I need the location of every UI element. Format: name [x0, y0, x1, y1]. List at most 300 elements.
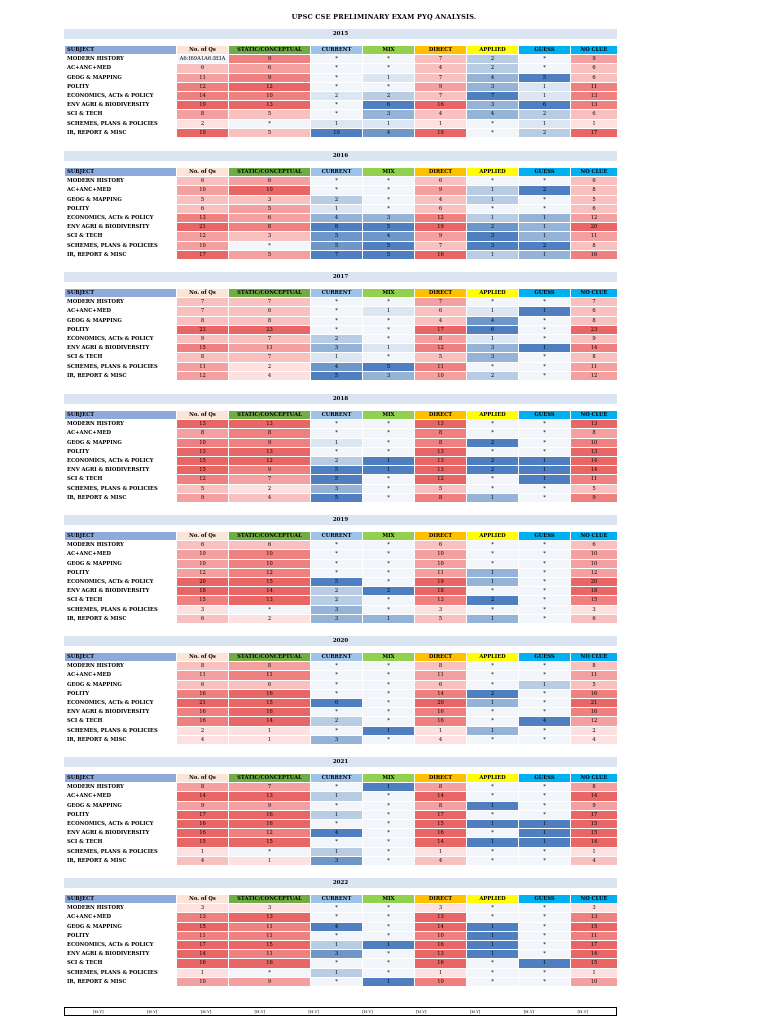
- value-cell: 21: [177, 223, 229, 232]
- column-header: CURRENT: [311, 289, 363, 298]
- value-cell: 1: [467, 819, 519, 828]
- value-cell: 5: [311, 577, 363, 586]
- subject-cell: IR, REPORT & MISC: [65, 856, 177, 865]
- year-heading: 2021: [64, 757, 617, 767]
- value-cell: 16: [177, 717, 229, 726]
- value-cell: 2: [519, 110, 571, 119]
- column-header: GUESS: [519, 46, 571, 55]
- column-header: MIX: [363, 46, 415, 55]
- value-cell: 1: [177, 968, 229, 977]
- table-row: [65, 493, 618, 502]
- value-cell: 1: [363, 726, 415, 735]
- value-cell: 10: [177, 550, 229, 559]
- table-row: [65, 466, 618, 475]
- value-cell: 2: [467, 466, 519, 475]
- table-row: [65, 250, 618, 259]
- value-cell: 14: [415, 838, 467, 847]
- column-header: CURRENT: [311, 411, 363, 420]
- value-cell: 5: [519, 73, 571, 82]
- value-cell: *: [311, 64, 363, 73]
- value-cell: 6: [571, 614, 618, 623]
- value-cell: 9: [177, 493, 229, 502]
- value-cell: *: [363, 298, 415, 307]
- value-cell: 7: [177, 298, 229, 307]
- table-row: [65, 810, 618, 819]
- value-cell: *: [311, 177, 363, 186]
- value-cell: *: [311, 307, 363, 316]
- table-row: [65, 420, 618, 429]
- subject-cell: SCI & TECH: [65, 232, 177, 241]
- value-cell: 5: [415, 614, 467, 623]
- value-cell: *: [311, 316, 363, 325]
- footer-label: [H.Y]: [469, 1009, 481, 1014]
- table-row: [65, 596, 618, 605]
- table-row: [65, 605, 618, 614]
- column-header: NO CLUE: [571, 411, 618, 420]
- value-cell: 20: [177, 577, 229, 586]
- value-cell: 12: [571, 717, 618, 726]
- subject-cell: POLITY: [65, 325, 177, 334]
- table-row: [65, 298, 618, 307]
- value-cell: *: [519, 671, 571, 680]
- value-cell: *: [363, 689, 415, 698]
- subject-cell: MODERN HISTORY: [65, 904, 177, 913]
- value-cell: 16: [229, 689, 311, 698]
- value-cell: 4: [415, 735, 467, 744]
- value-cell: 3: [311, 484, 363, 493]
- value-cell: 10: [571, 977, 618, 986]
- value-cell: *: [363, 735, 415, 744]
- value-cell: *: [519, 64, 571, 73]
- subject-cell: GEOG & MAPPING: [65, 559, 177, 568]
- value-cell: 1: [519, 82, 571, 91]
- value-cell: 8: [229, 662, 311, 671]
- subject-cell: ECONOMICS, ACTs & POLICY: [65, 334, 177, 343]
- value-cell: 1: [519, 456, 571, 465]
- value-cell: *: [363, 177, 415, 186]
- value-cell: *: [363, 493, 415, 502]
- subject-cell: GEOG & MAPPING: [65, 680, 177, 689]
- value-cell: 2: [363, 587, 415, 596]
- pyq-table: [64, 410, 618, 503]
- footer-label: [H.Y]: [93, 1009, 104, 1014]
- value-cell: 14: [571, 344, 618, 353]
- subject-cell: AC+ANC+MED: [65, 913, 177, 922]
- value-cell: *: [519, 325, 571, 334]
- value-cell: 6: [571, 73, 618, 82]
- value-cell: 9: [229, 55, 311, 64]
- value-cell: 13: [571, 420, 618, 429]
- value-cell: *: [467, 420, 519, 429]
- value-cell: *: [467, 680, 519, 689]
- value-cell: 23: [229, 325, 311, 334]
- year-block-2019: [64, 515, 617, 624]
- value-cell: *: [363, 904, 415, 913]
- value-cell: *: [363, 82, 415, 91]
- value-cell: 3: [467, 241, 519, 250]
- header-row: [65, 46, 618, 55]
- column-header: DIRECT: [415, 46, 467, 55]
- value-cell: 2: [519, 128, 571, 137]
- footer-bar: [64, 1007, 617, 1016]
- value-cell: *: [311, 671, 363, 680]
- table-row: [65, 735, 618, 744]
- value-cell: *: [467, 429, 519, 438]
- column-header: SUBJECT: [65, 895, 177, 904]
- value-cell: *: [311, 959, 363, 968]
- header-row: [65, 774, 618, 783]
- subject-cell: SCHEMES, PLANS & POLICIES: [65, 847, 177, 856]
- table-row: [65, 128, 618, 137]
- value-cell: 7: [415, 55, 467, 64]
- value-cell: 17: [177, 810, 229, 819]
- column-header: CURRENT: [311, 532, 363, 541]
- value-cell: 1: [467, 568, 519, 577]
- value-cell: 1: [467, 726, 519, 735]
- value-cell: 1: [571, 119, 618, 128]
- column-header: DIRECT: [415, 289, 467, 298]
- value-cell: 5: [415, 484, 467, 493]
- value-cell: 7: [311, 250, 363, 259]
- value-cell: 5: [311, 241, 363, 250]
- value-cell: 17: [415, 810, 467, 819]
- value-cell: *: [519, 550, 571, 559]
- table-row: [65, 186, 618, 195]
- value-cell: *: [519, 334, 571, 343]
- value-cell: 9: [177, 801, 229, 810]
- subject-cell: AC+ANC+MED: [65, 792, 177, 801]
- value-cell: 1: [467, 213, 519, 222]
- value-cell: *: [363, 662, 415, 671]
- value-cell: 1: [311, 792, 363, 801]
- value-cell: 16: [177, 829, 229, 838]
- value-cell: *: [519, 420, 571, 429]
- subject-cell: ENV AGRI & BIODIVERSITY: [65, 101, 177, 110]
- value-cell: 10: [177, 438, 229, 447]
- table-row: [65, 680, 618, 689]
- value-cell: 3: [311, 856, 363, 865]
- value-cell: 6: [571, 64, 618, 73]
- value-cell: 11: [571, 931, 618, 940]
- value-cell: *: [519, 362, 571, 371]
- value-cell: 3: [571, 904, 618, 913]
- value-cell: 10: [229, 186, 311, 195]
- value-cell: 7: [415, 241, 467, 250]
- column-header: SUBJECT: [65, 289, 177, 298]
- value-cell: 19: [177, 128, 229, 137]
- value-cell: 13: [415, 466, 467, 475]
- value-cell: *: [467, 735, 519, 744]
- value-cell: 5: [229, 110, 311, 119]
- value-cell: *: [363, 913, 415, 922]
- column-header: STATIC/CONCEPTUAL: [229, 895, 311, 904]
- column-header: APPLIED: [467, 46, 519, 55]
- value-cell: 15: [177, 596, 229, 605]
- value-cell: 11: [229, 931, 311, 940]
- value-cell: *: [311, 568, 363, 577]
- value-cell: 12: [177, 82, 229, 91]
- subject-cell: MODERN HISTORY: [65, 298, 177, 307]
- value-cell: 10: [311, 128, 363, 137]
- value-cell: 6: [415, 541, 467, 550]
- subject-cell: SCHEMES, PLANS & POLICIES: [65, 362, 177, 371]
- value-cell: 16: [229, 708, 311, 717]
- value-cell: 13: [571, 913, 618, 922]
- value-cell: 1: [467, 801, 519, 810]
- column-header: APPLIED: [467, 168, 519, 177]
- value-cell: 7: [229, 783, 311, 792]
- value-cell: 1: [311, 119, 363, 128]
- value-cell: 16: [571, 708, 618, 717]
- subject-cell: SCI & TECH: [65, 110, 177, 119]
- value-cell: 16: [571, 250, 618, 259]
- year-block-2021: [64, 757, 617, 866]
- value-cell: *: [311, 55, 363, 64]
- value-cell: *: [363, 950, 415, 959]
- value-cell: *: [519, 605, 571, 614]
- value-cell: 12: [229, 568, 311, 577]
- value-cell: 1: [415, 726, 467, 735]
- value-cell: *: [363, 195, 415, 204]
- value-cell: 6: [571, 177, 618, 186]
- value-cell: *: [519, 353, 571, 362]
- value-cell: *: [363, 568, 415, 577]
- value-cell: 10: [415, 559, 467, 568]
- column-header: No. of Qs: [177, 168, 229, 177]
- column-header: NO CLUE: [571, 895, 618, 904]
- value-cell: 11: [415, 362, 467, 371]
- value-cell: 12: [571, 213, 618, 222]
- table-row: [65, 950, 618, 959]
- value-cell: 10: [177, 241, 229, 250]
- subject-cell: ENV AGRI & BIODIVERSITY: [65, 829, 177, 838]
- pyq-table: [64, 773, 618, 866]
- value-cell: *: [363, 671, 415, 680]
- value-cell: 5: [415, 353, 467, 362]
- value-cell: *: [311, 541, 363, 550]
- subject-cell: POLITY: [65, 931, 177, 940]
- value-cell: 12: [177, 475, 229, 484]
- table-row: [65, 456, 618, 465]
- value-cell: 3: [415, 605, 467, 614]
- value-cell: 1: [311, 353, 363, 362]
- value-cell: 15: [571, 596, 618, 605]
- value-cell: 2: [229, 614, 311, 623]
- value-cell: 1: [363, 307, 415, 316]
- value-cell: 11: [229, 922, 311, 931]
- value-cell: 14: [571, 792, 618, 801]
- value-cell: 1: [467, 577, 519, 586]
- value-cell: *: [363, 438, 415, 447]
- subject-cell: ECONOMICS, ACTs & POLICY: [65, 819, 177, 828]
- value-cell: 23: [571, 325, 618, 334]
- column-header: NO CLUE: [571, 774, 618, 783]
- value-cell: 6: [311, 698, 363, 707]
- table-row: [65, 316, 618, 325]
- subject-cell: SCHEMES, PLANS & POLICIES: [65, 119, 177, 128]
- value-cell: 1: [519, 213, 571, 222]
- value-cell: *: [363, 819, 415, 828]
- value-cell: *: [519, 810, 571, 819]
- subject-cell: POLITY: [65, 82, 177, 91]
- value-cell: 4: [229, 493, 311, 502]
- table-row: [65, 614, 618, 623]
- table-row: [65, 195, 618, 204]
- value-cell: 15: [571, 829, 618, 838]
- value-cell: 3: [467, 101, 519, 110]
- value-cell: 8: [177, 783, 229, 792]
- value-cell: *: [519, 316, 571, 325]
- value-cell: 21: [571, 698, 618, 707]
- value-cell: 2: [311, 334, 363, 343]
- header-row: [65, 168, 618, 177]
- value-cell: 10: [415, 931, 467, 940]
- column-header: CURRENT: [311, 653, 363, 662]
- value-cell: 14: [229, 587, 311, 596]
- column-header: DIRECT: [415, 774, 467, 783]
- column-header: SUBJECT: [65, 774, 177, 783]
- value-cell: 6: [229, 213, 311, 222]
- subject-cell: ENV AGRI & BIODIVERSITY: [65, 466, 177, 475]
- subject-cell: AC+ANC+MED: [65, 186, 177, 195]
- value-cell: 2: [519, 241, 571, 250]
- value-cell: 7: [415, 91, 467, 100]
- value-cell: 11: [177, 671, 229, 680]
- subject-cell: ECONOMICS, ACTs & POLICY: [65, 577, 177, 586]
- year-heading: 2018: [64, 394, 617, 404]
- value-cell: *: [467, 447, 519, 456]
- value-cell: *: [363, 541, 415, 550]
- subject-cell: POLITY: [65, 810, 177, 819]
- year-heading: 2017: [64, 272, 617, 282]
- value-cell: *: [311, 110, 363, 119]
- column-header: GUESS: [519, 532, 571, 541]
- year-heading: 2022: [64, 878, 617, 888]
- subject-cell: GEOG & MAPPING: [65, 316, 177, 325]
- value-cell: 14: [177, 91, 229, 100]
- column-header: DIRECT: [415, 653, 467, 662]
- value-cell: 12: [177, 232, 229, 241]
- value-cell: 16: [229, 959, 311, 968]
- value-cell: 1: [363, 344, 415, 353]
- value-cell: *: [519, 708, 571, 717]
- value-cell: 1: [311, 847, 363, 856]
- value-cell: *: [519, 940, 571, 949]
- table-row: [65, 708, 618, 717]
- value-cell: 1: [519, 680, 571, 689]
- subject-cell: IR, REPORT & MISC: [65, 371, 177, 380]
- table-row: [65, 587, 618, 596]
- value-cell: *: [519, 568, 571, 577]
- value-cell: 20: [571, 577, 618, 586]
- column-header: APPLIED: [467, 653, 519, 662]
- table-row: [65, 334, 618, 343]
- value-cell: *: [519, 438, 571, 447]
- value-cell: 2: [311, 587, 363, 596]
- value-cell: 8: [571, 783, 618, 792]
- value-cell: *: [519, 484, 571, 493]
- value-cell: *: [519, 726, 571, 735]
- value-cell: 7: [229, 298, 311, 307]
- value-cell: 8: [415, 783, 467, 792]
- value-cell: 9: [571, 55, 618, 64]
- value-cell: 6: [415, 177, 467, 186]
- value-cell: 9: [571, 334, 618, 343]
- value-cell: *: [311, 838, 363, 847]
- column-header: No. of Qs: [177, 774, 229, 783]
- value-cell: 6: [571, 110, 618, 119]
- value-cell: 1: [519, 223, 571, 232]
- value-cell: 15: [571, 819, 618, 828]
- column-header: No. of Qs: [177, 46, 229, 55]
- column-header: GUESS: [519, 289, 571, 298]
- value-cell: *: [311, 977, 363, 986]
- table-row: [65, 447, 618, 456]
- value-cell: 6: [467, 325, 519, 334]
- value-cell: 1: [519, 829, 571, 838]
- pyq-table: [64, 531, 618, 624]
- table-row: [65, 662, 618, 671]
- value-cell: 1: [519, 475, 571, 484]
- value-cell: *: [311, 801, 363, 810]
- value-cell: 15: [177, 466, 229, 475]
- column-header: SUBJECT: [65, 653, 177, 662]
- table-row: [65, 726, 618, 735]
- column-header: NO CLUE: [571, 532, 618, 541]
- subject-cell: GEOG & MAPPING: [65, 438, 177, 447]
- column-header: APPLIED: [467, 774, 519, 783]
- value-cell: *: [519, 587, 571, 596]
- value-cell: *: [311, 689, 363, 698]
- column-header: CURRENT: [311, 774, 363, 783]
- table-row: [65, 484, 618, 493]
- value-cell: 16: [177, 819, 229, 828]
- table-row: [65, 577, 618, 586]
- value-cell: 14: [415, 922, 467, 931]
- value-cell: 1: [519, 838, 571, 847]
- value-cell: 6: [415, 680, 467, 689]
- header-row: [65, 532, 618, 541]
- value-cell: 4: [415, 195, 467, 204]
- value-cell: *: [363, 353, 415, 362]
- value-cell: 3: [229, 904, 311, 913]
- value-cell: *: [467, 913, 519, 922]
- value-cell: 4: [363, 232, 415, 241]
- value-cell: 5: [363, 362, 415, 371]
- column-header: NO CLUE: [571, 289, 618, 298]
- value-cell: 2: [467, 596, 519, 605]
- value-cell: 14: [571, 456, 618, 465]
- value-cell: 13: [415, 456, 467, 465]
- value-cell: *: [363, 550, 415, 559]
- value-cell: 8: [571, 353, 618, 362]
- value-cell: 2: [311, 717, 363, 726]
- value-cell: 1: [229, 726, 311, 735]
- table-row: [65, 91, 618, 100]
- column-header: STATIC/CONCEPTUAL: [229, 46, 311, 55]
- column-header: STATIC/CONCEPTUAL: [229, 168, 311, 177]
- value-cell: 2: [467, 223, 519, 232]
- value-cell: 10: [177, 977, 229, 986]
- value-cell: 4: [311, 829, 363, 838]
- value-cell: 2: [229, 484, 311, 493]
- value-cell: 5: [229, 128, 311, 137]
- value-cell: 15: [177, 838, 229, 847]
- value-cell: 6: [229, 541, 311, 550]
- column-header: GUESS: [519, 895, 571, 904]
- value-cell: 4: [467, 73, 519, 82]
- value-cell: 14: [177, 792, 229, 801]
